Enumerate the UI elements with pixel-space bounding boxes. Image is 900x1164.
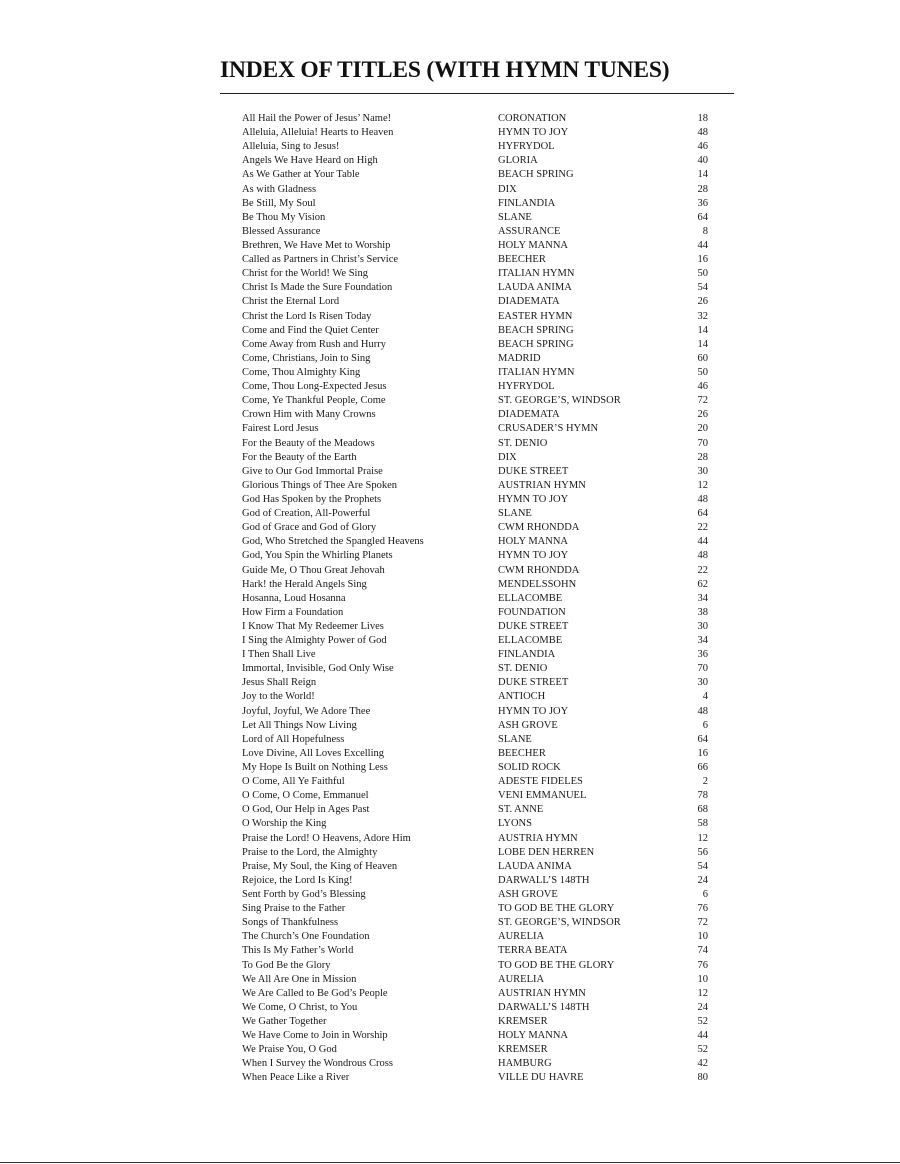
- index-row: [242, 916, 708, 930]
- page-number: 2: [702, 776, 708, 788]
- index-row: [242, 902, 708, 916]
- page-number: 28: [697, 451, 708, 463]
- page-number: 60: [697, 352, 708, 364]
- index-row: [242, 959, 708, 973]
- hymn-title: How Firm a Foundation: [242, 606, 344, 618]
- index-row: [242, 860, 708, 874]
- index-row: [242, 817, 708, 831]
- page-number: 50: [697, 366, 708, 378]
- hymn-title: Called as Partners in Christ’s Service: [242, 254, 399, 266]
- hymn-tune: CWM RHONDDA: [498, 522, 580, 534]
- hymn-tune: ST. GEORGE’S, WINDSOR: [498, 917, 621, 929]
- hymn-tune: LAUDA ANIMA: [498, 282, 572, 294]
- hymn-title: Come, Thou Long-Expected Jesus: [242, 381, 387, 393]
- page-number: 76: [697, 903, 708, 915]
- page-number: 44: [697, 536, 708, 548]
- hymn-tune: GLORIA: [498, 155, 538, 167]
- hymn-title: Brethren, We Have Met to Worship: [242, 239, 391, 251]
- hymn-tune: DIX: [498, 183, 517, 195]
- index-row: [242, 465, 708, 479]
- hymn-tune: HOLY MANNA: [498, 239, 569, 251]
- hymn-title: Be Thou My Vision: [242, 211, 326, 223]
- page-number: 40: [697, 155, 708, 167]
- index-row: [242, 1071, 708, 1085]
- hymn-title: Come and Find the Quiet Center: [242, 324, 379, 336]
- index-row: [242, 253, 708, 267]
- hymn-tune: VENI EMMANUEL: [498, 790, 587, 802]
- hymn-title: To God Be the Glory: [242, 959, 331, 971]
- page-number: 34: [697, 635, 708, 647]
- page-number: 14: [697, 169, 708, 181]
- hymn-tune: DUKE STREET: [498, 465, 569, 477]
- hymn-title: Let All Things Now Living: [242, 719, 357, 731]
- index-row: [242, 620, 708, 634]
- hymn-title: Joy to the World!: [242, 691, 315, 703]
- index-row: [242, 380, 708, 394]
- index-row: [242, 789, 708, 803]
- index-row: [242, 408, 708, 422]
- hymn-tune: BEECHER: [498, 254, 546, 266]
- hymn-title: As with Gladness: [242, 183, 317, 195]
- hymn-title: God, Who Stretched the Spangled Heavens: [242, 536, 424, 548]
- hymn-title: O Come, All Ye Faithful: [242, 776, 345, 788]
- index-row: [242, 338, 708, 352]
- hymn-tune: LAUDA ANIMA: [498, 860, 572, 872]
- index-row: [242, 973, 708, 987]
- page-number: 6: [702, 719, 708, 731]
- page-number: 70: [697, 437, 708, 449]
- hymn-tune: ASH GROVE: [498, 719, 558, 731]
- page-number: 68: [697, 804, 708, 816]
- hymn-tune: TERRA BEATA: [498, 945, 568, 957]
- hymn-title: Come, Thou Almighty King: [242, 366, 361, 378]
- hymn-tune: KREMSER: [498, 1044, 548, 1056]
- page-number: 36: [697, 197, 708, 209]
- hymn-title: Lord of All Hopefulness: [242, 733, 345, 745]
- hymn-tune: KREMSER: [498, 1016, 548, 1027]
- page-number: 12: [697, 832, 708, 844]
- index-row: [242, 324, 708, 338]
- hymn-title: When I Survey the Wondrous Cross: [242, 1058, 393, 1070]
- index-row: [242, 225, 708, 239]
- hymn-title: We Have Come to Join in Worship: [242, 1030, 388, 1042]
- page-number: 64: [697, 733, 708, 745]
- index-row: [242, 832, 708, 846]
- hymn-tune: HOLY MANNA: [498, 536, 569, 548]
- title-index-list: [242, 112, 708, 1086]
- index-row: [242, 154, 708, 168]
- page-number: 48: [697, 493, 708, 505]
- page-number: 48: [697, 550, 708, 562]
- index-row: [242, 183, 708, 197]
- page-number: 72: [697, 395, 708, 407]
- hymn-tune: LOBE DEN HERREN: [498, 846, 595, 858]
- hymn-tune: AUSTRIAN HYMN: [498, 987, 586, 999]
- index-row: [242, 1001, 708, 1015]
- hymn-tune: ST. DENIO: [498, 663, 548, 675]
- hymn-title: Praise, My Soul, the King of Heaven: [242, 860, 398, 872]
- hymn-title: As We Gather at Your Table: [242, 169, 360, 181]
- hymn-tune: DIADEMATA: [498, 296, 560, 308]
- page-number: 54: [697, 282, 708, 294]
- hymn-title: Angels We Have Heard on High: [242, 155, 378, 167]
- index-row: [242, 521, 708, 535]
- page-number: 30: [697, 677, 708, 689]
- index-row: [242, 295, 708, 309]
- hymn-title: We All Are One in Mission: [242, 973, 357, 985]
- hymn-tune: ST. ANNE: [498, 804, 544, 816]
- hymn-title: Sing Praise to the Father: [242, 903, 346, 915]
- page-number: 18: [697, 113, 708, 124]
- page-number: 12: [697, 479, 708, 491]
- index-row: [242, 493, 708, 507]
- hymn-title: Rejoice, the Lord Is King!: [242, 874, 353, 886]
- page-number: 26: [697, 409, 708, 421]
- hymn-title: Songs of Thankfulness: [242, 917, 339, 929]
- index-row: [242, 987, 708, 1001]
- hymn-title: O God, Our Help in Ages Past: [242, 804, 370, 816]
- page-number: 22: [697, 522, 708, 534]
- hymn-tune: ASSURANCE: [498, 225, 561, 237]
- hymn-title: God of Creation, All-Powerful: [242, 508, 371, 520]
- index-row: [242, 846, 708, 860]
- page-number: 24: [697, 874, 708, 886]
- hymn-tune: DIX: [498, 451, 517, 463]
- hymn-tune: AUSTRIAN HYMN: [498, 479, 586, 491]
- page-number: 52: [697, 1044, 708, 1056]
- page-title: INDEX OF TITLES (WITH HYMN TUNES): [220, 57, 670, 83]
- hymn-tune: BEACH SPRING: [498, 338, 574, 350]
- index-row: [242, 1029, 708, 1043]
- hymn-title: Hark! the Herald Angels Sing: [242, 578, 367, 590]
- page-number: 66: [697, 762, 708, 774]
- hymn-tune: HOLY MANNA: [498, 1030, 569, 1042]
- hymn-title: For the Beauty of the Earth: [242, 451, 357, 463]
- hymn-tune: DARWALL’S 148TH: [498, 1001, 590, 1013]
- page-number: 64: [697, 508, 708, 520]
- hymn-tune: DUKE STREET: [498, 620, 569, 632]
- hymn-title: Praise the Lord! O Heavens, Adore Him: [242, 832, 411, 844]
- hymn-tune: HAMBURG: [498, 1058, 552, 1070]
- hymn-title: Come Away from Rush and Hurry: [242, 338, 386, 350]
- index-row: [242, 211, 708, 225]
- hymn-tune: ITALIAN HYMN: [498, 268, 575, 280]
- hymn-title: God Has Spoken by the Prophets: [242, 493, 382, 505]
- hymn-title: Alleluia, Alleluia! Hearts to Heaven: [242, 127, 394, 139]
- index-row: [242, 507, 708, 521]
- page-number: 28: [697, 183, 708, 195]
- hymn-tune: SOLID ROCK: [498, 762, 561, 774]
- hymn-title: Love Divine, All Loves Excelling: [242, 747, 385, 759]
- page-number: 74: [697, 945, 708, 957]
- index-row: [242, 140, 708, 154]
- hymn-title: God, You Spin the Whirling Planets: [242, 550, 393, 562]
- page-number: 14: [697, 324, 708, 336]
- index-row: [242, 352, 708, 366]
- page-number: 50: [697, 268, 708, 280]
- index-row: [242, 634, 708, 648]
- hymn-tune: ST. DENIO: [498, 437, 548, 449]
- index-row: [242, 690, 708, 704]
- hymn-tune: ELLACOMBE: [498, 592, 563, 604]
- hymn-title: I Know That My Redeemer Lives: [242, 620, 384, 632]
- index-row: [242, 648, 708, 662]
- index-row: [242, 239, 708, 253]
- index-row: [242, 930, 708, 944]
- hymn-tune: ASH GROVE: [498, 889, 558, 901]
- hymn-tune: SLANE: [498, 733, 532, 745]
- page-number: 20: [697, 423, 708, 435]
- page-number: 46: [697, 141, 708, 153]
- index-row: [242, 267, 708, 281]
- hymn-title: O Come, O Come, Emmanuel: [242, 790, 369, 802]
- hymn-tune: EASTER HYMN: [498, 310, 573, 322]
- hymn-title: I Then Shall Live: [242, 649, 316, 661]
- hymn-tune: CRUSADER’S HYMN: [498, 423, 599, 435]
- page-number: 24: [697, 1001, 708, 1013]
- hymn-tune: ST. GEORGE’S, WINDSOR: [498, 395, 621, 407]
- hymn-title: This Is My Father’s World: [242, 945, 354, 957]
- hymn-title: Hosanna, Loud Hosanna: [242, 592, 346, 604]
- page-number: 76: [697, 959, 708, 971]
- page-number: 78: [697, 790, 708, 802]
- hymn-tune: TO GOD BE THE GLORY: [498, 903, 615, 915]
- hymn-tune: SLANE: [498, 508, 532, 520]
- page-number: 6: [702, 889, 708, 901]
- hymn-title: Christ for the World! We Sing: [242, 268, 368, 280]
- hymn-title: Guide Me, O Thou Great Jehovah: [242, 564, 385, 576]
- page-number: 22: [697, 564, 708, 576]
- hymn-tune: HYMN TO JOY: [498, 705, 569, 717]
- page-number: 16: [697, 254, 708, 266]
- page-number: 16: [697, 747, 708, 759]
- page-number: 44: [697, 1030, 708, 1042]
- hymn-title: Come, Ye Thankful People, Come: [242, 395, 386, 407]
- index-row: [242, 676, 708, 690]
- index-row: [242, 126, 708, 140]
- hymn-tune: DUKE STREET: [498, 677, 569, 689]
- hymn-title: Fairest Lord Jesus: [242, 423, 319, 435]
- hymn-title: The Church’s One Foundation: [242, 931, 370, 943]
- page-number: 58: [697, 818, 708, 830]
- hymn-title: Give to Our God Immortal Praise: [242, 465, 383, 477]
- hymn-tune: FOUNDATION: [498, 606, 566, 618]
- hymn-title: We Come, O Christ, to You: [242, 1001, 358, 1013]
- hymn-tune: HYMN TO JOY: [498, 127, 569, 139]
- index-row: [242, 803, 708, 817]
- page-number: 70: [697, 663, 708, 675]
- hymn-tune: HYMN TO JOY: [498, 550, 569, 562]
- index-row: [242, 1015, 708, 1029]
- index-row: [242, 874, 708, 888]
- page-number: 72: [697, 917, 708, 929]
- hymn-tune: ADESTE FIDELES: [498, 776, 583, 788]
- hymn-tune: BEACH SPRING: [498, 324, 574, 336]
- page-number: 8: [702, 225, 708, 237]
- index-row: [242, 549, 708, 563]
- title-rule: [220, 93, 734, 94]
- page-number: 26: [697, 296, 708, 308]
- hymn-tune: DIADEMATA: [498, 409, 560, 421]
- hymn-title: Crown Him with Many Crowns: [242, 409, 376, 421]
- hymn-title: Christ Is Made the Sure Foundation: [242, 282, 393, 294]
- hymn-tune: BEECHER: [498, 747, 546, 759]
- page-number: 56: [697, 846, 708, 858]
- hymn-title: We Gather Together: [242, 1016, 327, 1027]
- page-number: 80: [697, 1072, 708, 1084]
- hymn-tune: LYONS: [498, 818, 532, 830]
- index-row: [242, 775, 708, 789]
- hymn-title: When Peace Like a River: [242, 1072, 350, 1084]
- index-row: [242, 422, 708, 436]
- page-number: 54: [697, 860, 708, 872]
- page-number: 42: [697, 1058, 708, 1070]
- index-row: [242, 888, 708, 902]
- index-row: [242, 1043, 708, 1057]
- hymn-title: Sent Forth by God’s Blessing: [242, 889, 366, 901]
- hymn-tune: MADRID: [498, 352, 541, 364]
- hymn-tune: AURELIA: [498, 931, 545, 943]
- hymn-title: Joyful, Joyful, We Adore Thee: [242, 705, 371, 717]
- hymn-title: God of Grace and God of Glory: [242, 522, 377, 534]
- page-number: 52: [697, 1016, 708, 1027]
- hymn-tune: HYFRYDOL: [498, 141, 555, 153]
- index-row: [242, 437, 708, 451]
- hymn-title: Be Still, My Soul: [242, 197, 316, 209]
- hymn-title: O Worship the King: [242, 818, 327, 830]
- hymn-title: Praise to the Lord, the Almighty: [242, 846, 378, 858]
- index-row: [242, 197, 708, 211]
- index-row: [242, 366, 708, 380]
- page-number: 36: [697, 649, 708, 661]
- hymn-tune: TO GOD BE THE GLORY: [498, 959, 615, 971]
- index-row: [242, 761, 708, 775]
- page-number: 12: [697, 987, 708, 999]
- index-row: [242, 310, 708, 324]
- page-number: 44: [697, 239, 708, 251]
- index-row: [242, 719, 708, 733]
- index-row: [242, 281, 708, 295]
- page-number: 30: [697, 620, 708, 632]
- index-row: [242, 535, 708, 549]
- hymn-title: All Hail the Power of Jesus’ Name!: [242, 113, 392, 124]
- page-number: 38: [697, 606, 708, 618]
- index-row: [242, 592, 708, 606]
- hymn-title: Come, Christians, Join to Sing: [242, 352, 371, 364]
- page-number: 14: [697, 338, 708, 350]
- index-row: [242, 112, 708, 126]
- hymn-tune: VILLE DU HAVRE: [498, 1072, 584, 1084]
- hymn-tune: SLANE: [498, 211, 532, 223]
- page-number: 4: [702, 691, 708, 703]
- index-row: [242, 168, 708, 182]
- hymn-title: Glorious Things of Thee Are Spoken: [242, 479, 398, 491]
- hymn-title: Alleluia, Sing to Jesus!: [242, 141, 340, 153]
- hymn-tune: AUSTRIA HYMN: [498, 832, 578, 844]
- page-number: 10: [697, 931, 708, 943]
- index-row: [242, 479, 708, 493]
- hymn-tune: BEACH SPRING: [498, 169, 574, 181]
- page-number: 34: [697, 592, 708, 604]
- index-row: [242, 662, 708, 676]
- page-number: 32: [697, 310, 708, 322]
- page-number: 10: [697, 973, 708, 985]
- hymn-tune: ITALIAN HYMN: [498, 366, 575, 378]
- hymn-title: Blessed Assurance: [242, 225, 321, 237]
- page-number: 48: [697, 127, 708, 139]
- hymn-tune: MENDELSSOHN: [498, 578, 577, 590]
- hymn-tune: CWM RHONDDA: [498, 564, 580, 576]
- hymn-title: Immortal, Invisible, God Only Wise: [242, 663, 394, 675]
- hymn-title: Jesus Shall Reign: [242, 677, 317, 689]
- hymn-tune: ELLACOMBE: [498, 635, 563, 647]
- hymn-title: Christ the Eternal Lord: [242, 296, 340, 308]
- index-row: [242, 747, 708, 761]
- page-number: 62: [697, 578, 708, 590]
- hymn-title: We Are Called to Be God’s People: [242, 987, 388, 999]
- index-row: [242, 451, 708, 465]
- hymn-title: For the Beauty of the Meadows: [242, 437, 375, 449]
- hymn-tune: ANTIOCH: [498, 691, 546, 703]
- hymn-tune: HYFRYDOL: [498, 381, 555, 393]
- index-row: [242, 705, 708, 719]
- page-number: 48: [697, 705, 708, 717]
- page-number: 30: [697, 465, 708, 477]
- page-number: 64: [697, 211, 708, 223]
- page-number: 46: [697, 381, 708, 393]
- index-row: [242, 944, 708, 958]
- hymn-tune: HYMN TO JOY: [498, 493, 569, 505]
- hymn-tune: DARWALL’S 148TH: [498, 874, 590, 886]
- hymn-tune: CORONATION: [498, 113, 567, 124]
- hymn-title: We Praise You, O God: [242, 1044, 337, 1056]
- hymn-tune: FINLANDIA: [498, 197, 556, 209]
- hymn-title: My Hope Is Built on Nothing Less: [242, 762, 388, 774]
- index-row: [242, 578, 708, 592]
- hymn-tune: AURELIA: [498, 973, 545, 985]
- index-row: [242, 606, 708, 620]
- hymn-title: Christ the Lord Is Risen Today: [242, 310, 372, 322]
- hymn-tune: FINLANDIA: [498, 649, 556, 661]
- index-row: [242, 733, 708, 747]
- page-edge-line: [0, 1162, 900, 1163]
- hymn-title: I Sing the Almighty Power of God: [242, 635, 387, 647]
- index-row: [242, 1057, 708, 1071]
- index-row: [242, 564, 708, 578]
- index-row: [242, 394, 708, 408]
